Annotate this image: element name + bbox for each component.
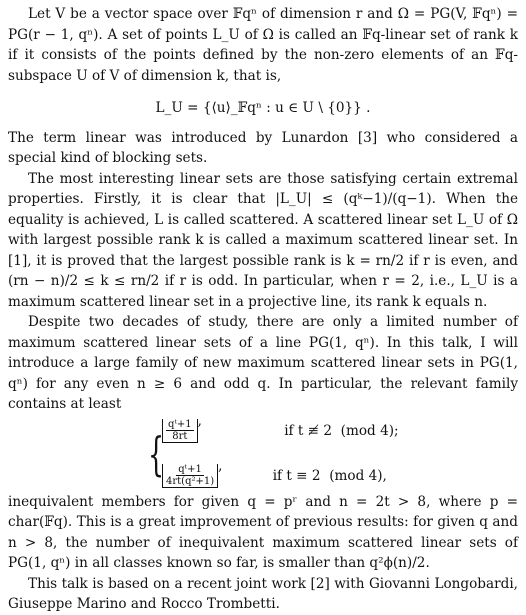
paragraph-extremal-properties: The most interesting linear sets are those satisfying certain extremal properties. Firstly, it is clear that |L_U| ≤ (qᵏ−1)/(q−1). When the equality is achieved, L is called scattered. A scattered linear set L_U of Ω with largest possible rank k is called a maximum scattered linear set. In [1], it is proved that the largest possible rank is k = rn/2 if r is even, and (rn − n)/2 ≤ k ≤ rn/2 if r is odd. In particular, when r = 2, i.e., L_U is a maximum scattered linear set in a projective line, its rank k equals n. <box>8 170 518 310</box>
cases-formula <box>148 412 518 487</box>
paragraph-improvement: inequivalent members for given q = pʳ and n = 2t > 8, where p = char(𝔽q). This is a great improvement of previous results: for given q and n > 8, the number of inequivalent maximum scattered linear sets of PG(1, qⁿ) in all classes known so far, is smaller than q²ϕ(n)/2. <box>8 493 518 571</box>
condition: if t ≡ 2 (mod 4), <box>272 467 387 484</box>
display-equation: L_U = {⟨u⟩_𝔽qⁿ : u ∈ U \ {0}} . <box>155 100 371 116</box>
paragraph-definition: Let V be a vector space over 𝔽qⁿ of dimension r and Ω = PG(V, 𝔽qⁿ) = PG(r − 1, qⁿ). A set of points L_U of Ω is called an 𝔽q-linear set of rank k if it consists of the points defined by the non-zero elements of an 𝔽q-subspace U of V of dimension k, that is, <box>8 6 518 84</box>
floor-bracket <box>162 464 218 488</box>
condition: if t ≢ 2 (mod 4); <box>284 422 399 439</box>
fraction <box>164 419 196 442</box>
numerator: qᵗ+1 <box>168 419 192 430</box>
case-row-1: $\frac{\text{qᵗ+1}}{8rt}$ , if t ≢ 2 (mod 4); <box>162 411 399 452</box>
left-brace: { <box>148 426 165 481</box>
paragraph-new-family: Despite two decades of study, there are only a limited number of maximum scattered linear sets of a line PG(1, qⁿ). In this talk, I will introduce a large family of new maximum scattered linear sets in PG(1, qⁿ) for any even n ≥ 6 and odd q. In particular, the relevant family contains at least <box>8 314 518 412</box>
case-row-2: $\frac{\text{qᵗ+1}}{\text{4rt(q²+1)}}$ , if t ≡ 2 (mod 4), <box>162 456 399 497</box>
fraction <box>164 464 216 487</box>
paragraph-acknowledgement: This talk is based on a recent joint work [2] with Giovanni Longobardi, Giuseppe Marino and Rocco Trombetti. <box>8 575 518 612</box>
floor-bracket <box>162 419 198 443</box>
numerator: qᵗ+1 <box>178 464 202 475</box>
denominator: 8rt <box>172 431 188 442</box>
denominator: 4rt(q²+1) <box>166 476 215 487</box>
paragraph-linear-term: The term linear was introduced by Lunardon [3] who considered a special kind of blocking sets. <box>8 129 518 166</box>
